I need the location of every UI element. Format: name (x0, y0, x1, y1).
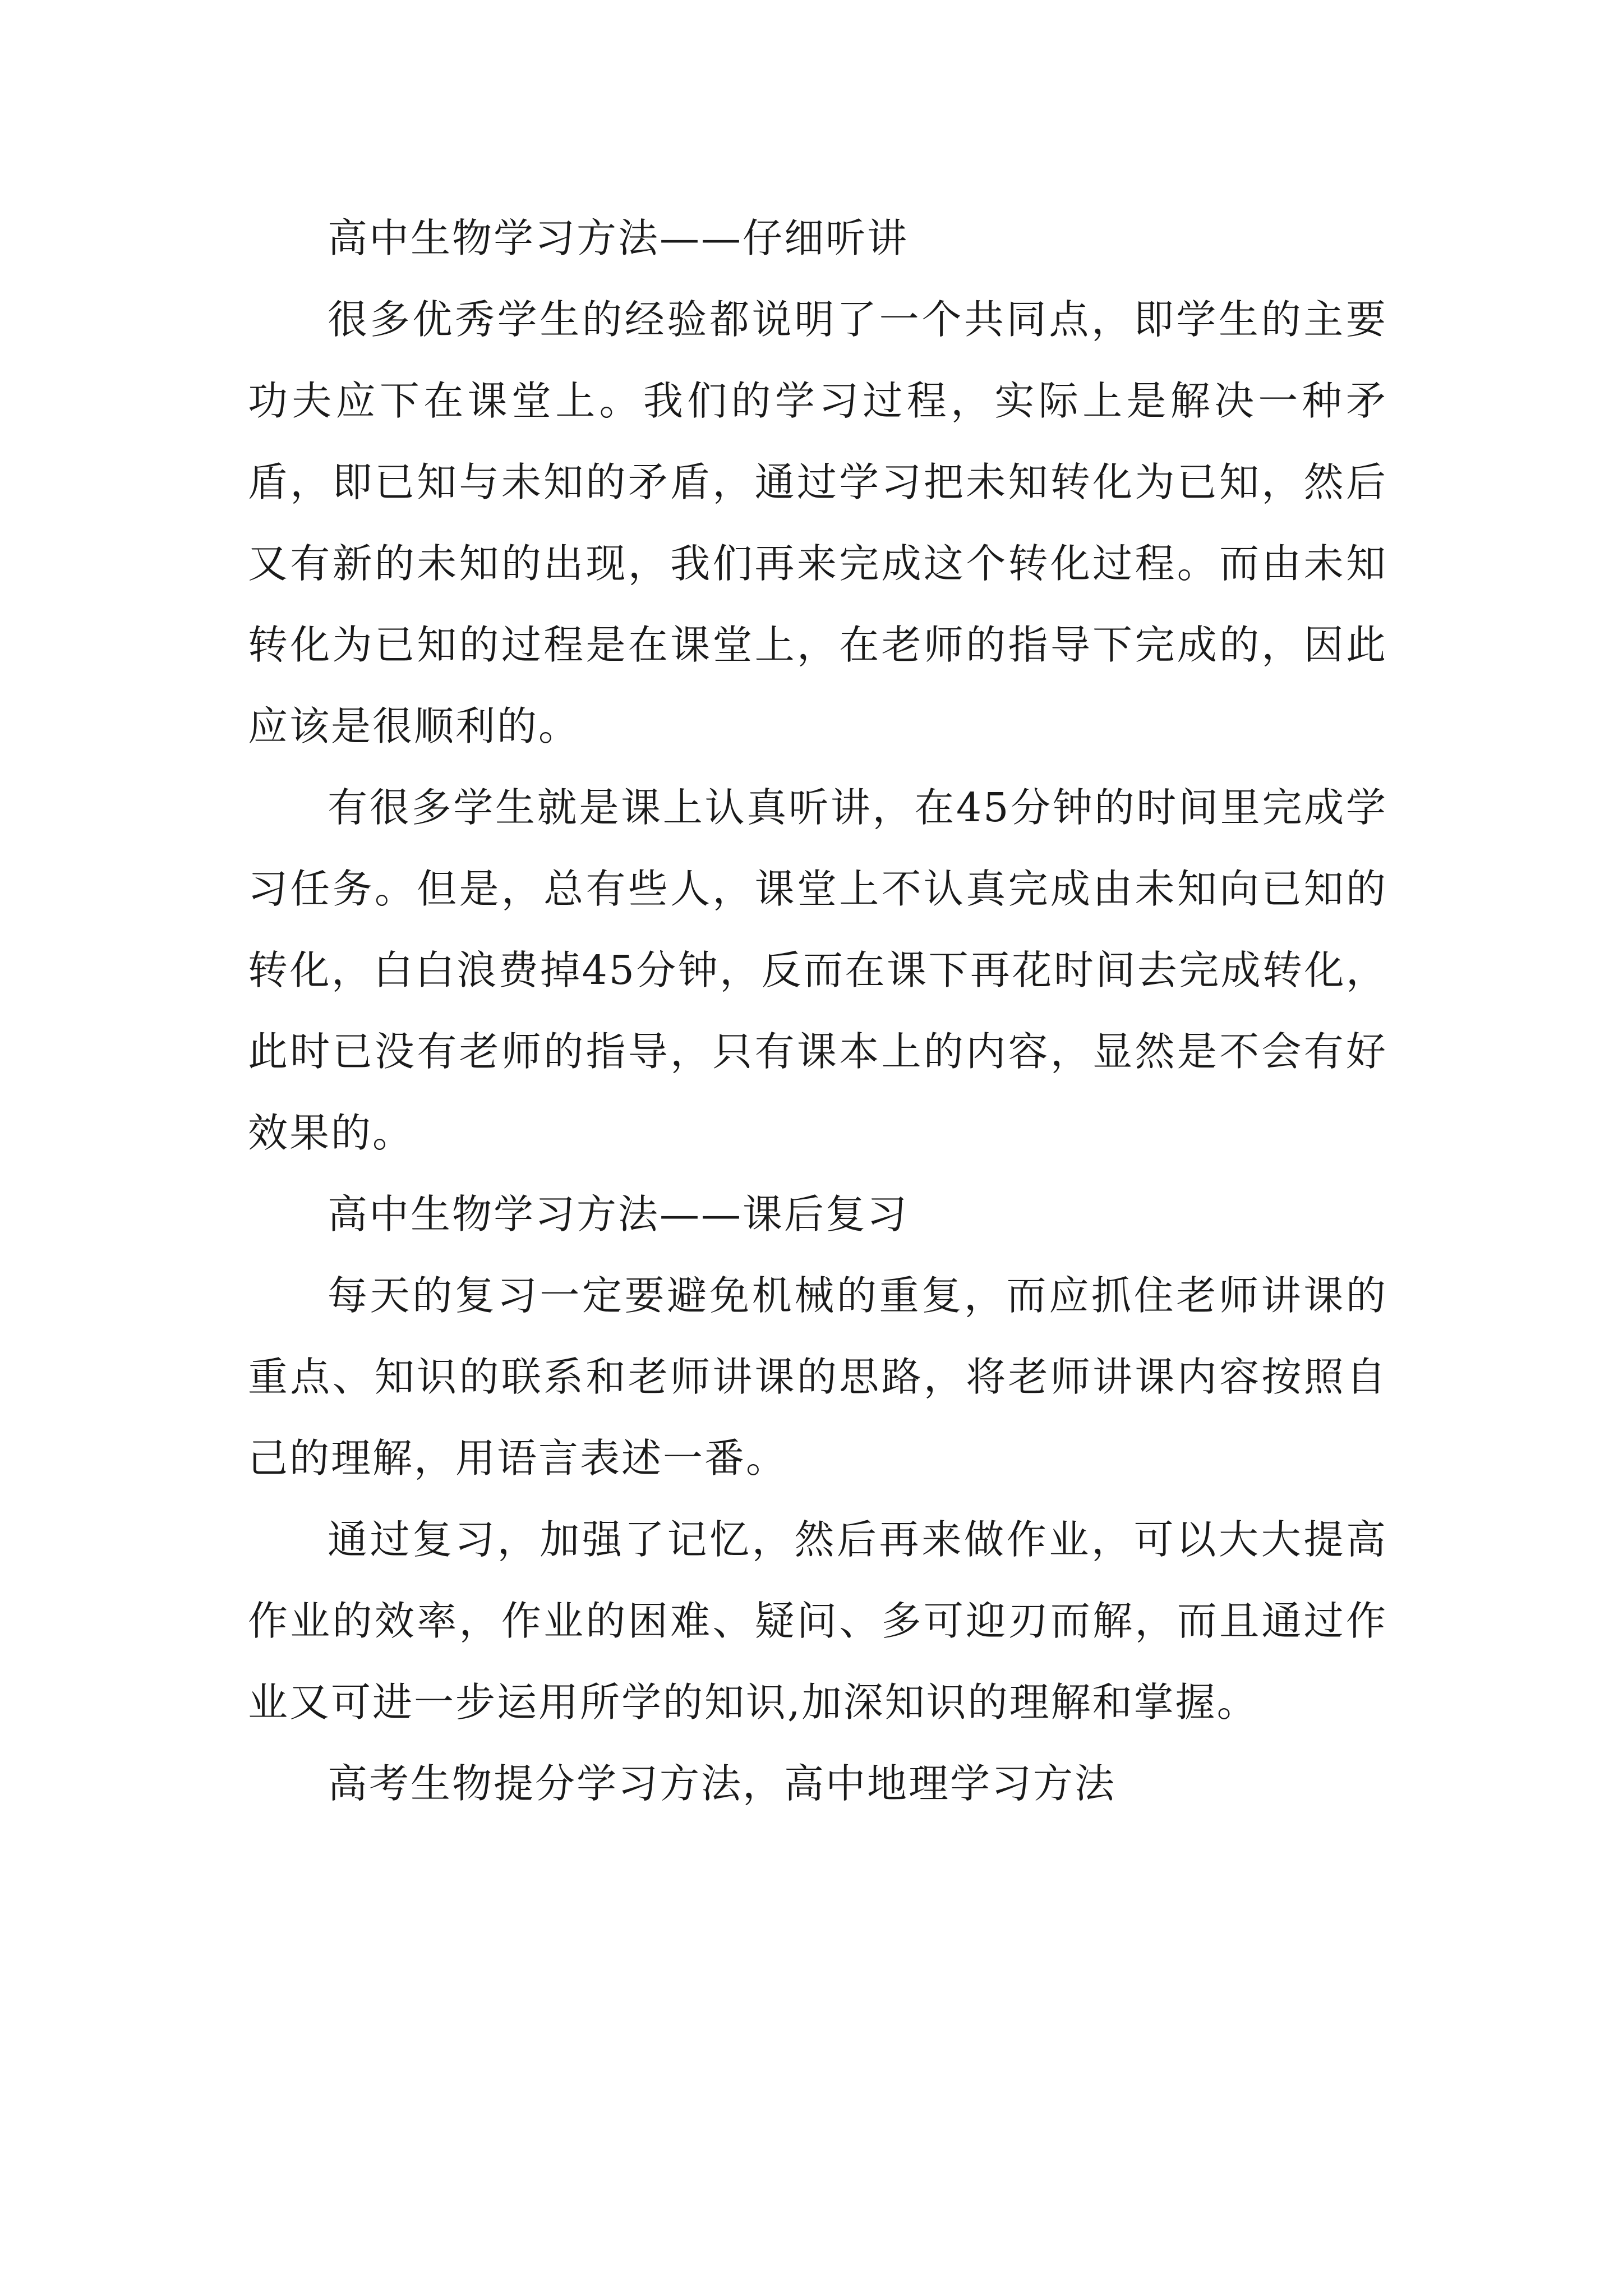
paragraph-classroom-effort: 很多优秀学生的经验都说明了一个共同点，即学生的主要功夫应下在课堂上。我们的学习过程，实际上是解决一种矛盾，即已知与未知的矛盾，通过学习把未知转化为已知，然后又有新的未知的出现，我们再来完成这个转化过程。而由未知转化为已知的过程是在课堂上，在老师的指导下完成的，因此应该是很顺利的。 (248, 296, 1387, 749)
paragraph-daily-review: 每天的复习一定要避免机械的重复，而应抓住老师讲课的重点、知识的联系和老师讲课的思路，将老师讲课内容按照自己的理解，用语言表述一番。 (248, 1272, 1387, 1481)
paragraph-homework: 通过复习，加强了记忆，然后再来做作业，可以大大提高作业的效率，作业的困难、疑问、多可迎刃而解，而且通过作业又可进一步运用所学的知识,加深知识的理解和掌握。 (248, 1516, 1387, 1726)
section-heading-listening: 高中生物学习方法——仔细听讲 (328, 215, 909, 261)
document-body (248, 197, 1387, 1824)
section-heading-review: 高中生物学习方法——课后复习 (328, 1191, 909, 1237)
closing-line: 高考生物提分学习方法，高中地理学习方法 (328, 1760, 1117, 1807)
paragraph-45-minutes: 有很多学生就是课上认真听讲，在45分钟的时间里完成学习任务。但是，总有些人，课堂上不认真完成由未知向已知的转化，白白浪费掉45分钟，反而在课下再花时间去完成转化，此时已没有老师的指导，只有课本上的内容，显然是不会有好效果的。 (248, 784, 1387, 1156)
